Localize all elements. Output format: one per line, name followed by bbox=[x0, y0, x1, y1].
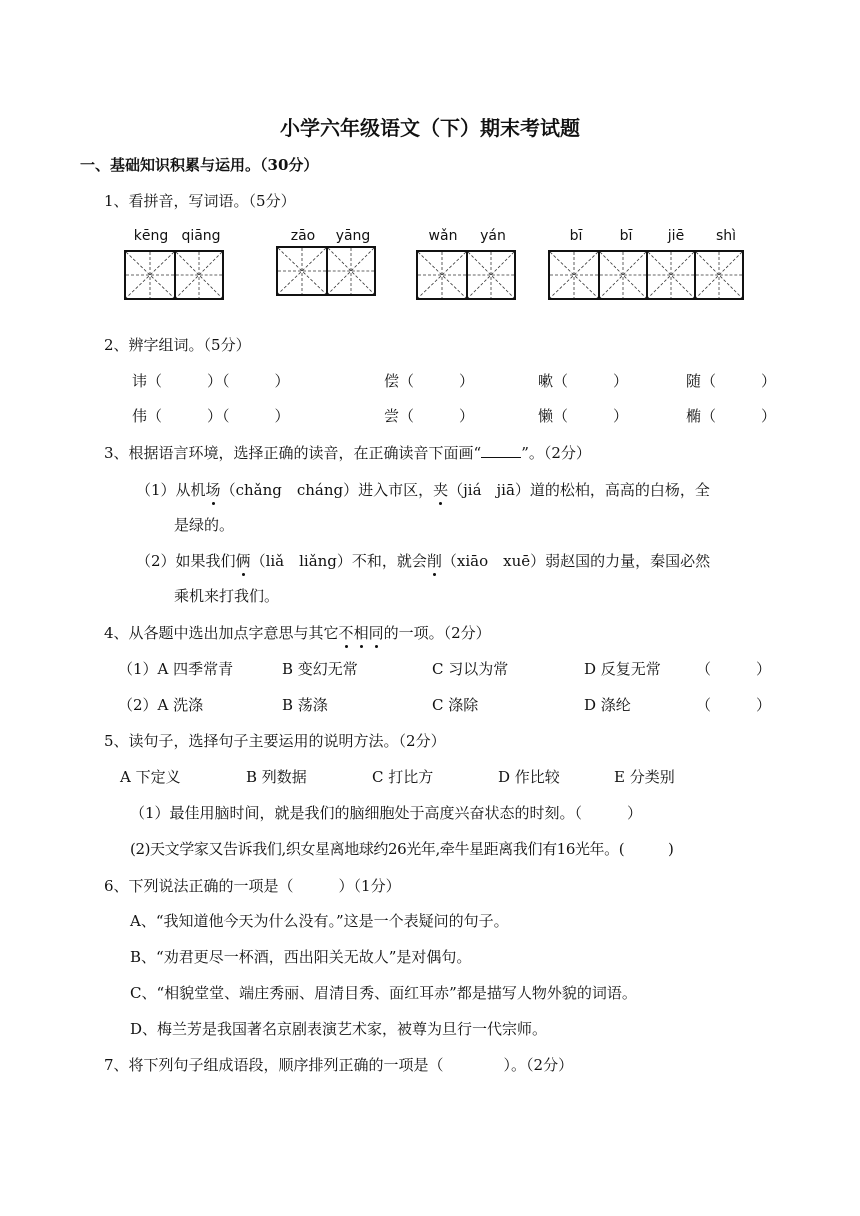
q1-pinyin-group-1 bbox=[124, 228, 228, 244]
q4-row1-option-b: B 变幻无常 bbox=[282, 660, 358, 678]
grid-cell[interactable] bbox=[174, 252, 222, 298]
text: （jiá jiā）道的松柏，高高的白杨，全 bbox=[448, 481, 710, 499]
pinyin: shì bbox=[715, 228, 737, 244]
q2-row1-item3: 嗽（ ） bbox=[538, 372, 629, 390]
q1-label: 1、看拼音，写词语。（5分） bbox=[104, 192, 296, 210]
grid-cell[interactable] bbox=[550, 252, 598, 298]
grid-cell[interactable] bbox=[646, 252, 694, 298]
pinyin: bī bbox=[619, 228, 633, 244]
pinyin: bī bbox=[569, 228, 583, 244]
pinyin: kēng bbox=[133, 228, 169, 244]
q3-sentence-2 bbox=[136, 550, 710, 571]
q3-label bbox=[104, 442, 591, 463]
q5-option-d: D 作比较 bbox=[498, 768, 560, 786]
dotted-char: 不 bbox=[338, 624, 354, 642]
section-1-heading: 一、基础知识积累与运用。（30分） bbox=[80, 156, 319, 174]
q1-writing-grid-1[interactable] bbox=[124, 250, 224, 300]
text: 的一项。（2分） bbox=[383, 624, 491, 642]
grid-guide-lines bbox=[600, 252, 646, 298]
text: （chǎng cháng）进入市区， bbox=[220, 481, 434, 499]
q2-row2-item4: 椭（ ） bbox=[686, 407, 777, 425]
q4-row1-option-d: D 反复无常 bbox=[584, 660, 661, 678]
grid-guide-lines bbox=[648, 252, 694, 298]
q4-row2-option-d: D 涤纶 bbox=[584, 696, 631, 714]
q5-label: 5、读句子，选择句子主要运用的说明方法。（2分） bbox=[104, 732, 446, 750]
grid-cell[interactable] bbox=[278, 248, 326, 294]
q2-row2-item3: 懒（ ） bbox=[538, 407, 629, 425]
dotted-char: 夹 bbox=[433, 481, 449, 499]
q6-label: 6、下列说法正确的一项是（ ）（1分） bbox=[104, 877, 401, 895]
grid-guide-lines bbox=[550, 252, 598, 298]
q6-option-b: B、“劝君更尽一杯酒，西出阳关无故人”是对偶句。 bbox=[130, 948, 472, 966]
text: （xiāo xuē）弱赵国的力量，秦国必然 bbox=[441, 552, 711, 570]
grid-cell[interactable] bbox=[326, 248, 374, 294]
q2-row1-item4: 随（ ） bbox=[686, 372, 777, 390]
q5-option-e: E 分类别 bbox=[614, 768, 675, 786]
dotted-char: 同 bbox=[368, 624, 384, 642]
text: （liǎ liǎng）不和，就会 bbox=[250, 552, 427, 570]
q3-sentence-1 bbox=[136, 479, 710, 500]
q4-row2-answer-blank[interactable]: （ ） bbox=[696, 696, 772, 714]
pinyin: qiāng bbox=[181, 228, 221, 244]
dotted-char: 相 bbox=[353, 624, 369, 642]
grid-guide-lines bbox=[328, 248, 374, 294]
q3-sentence-1-cont: 是绿的。 bbox=[174, 516, 235, 534]
pinyin: jiē bbox=[667, 228, 685, 244]
q2-label: 2、辨字组词。（5分） bbox=[104, 336, 251, 354]
grid-guide-lines bbox=[278, 248, 326, 294]
q6-option-a: A、“我知道他今天为什么没有。”这是一个表疑问的句子。 bbox=[130, 912, 509, 930]
dotted-char: 场 bbox=[205, 481, 221, 499]
q6-option-d: D、梅兰芳是我国著名京剧表演艺术家，被尊为旦行一代宗师。 bbox=[130, 1020, 548, 1038]
pinyin: zāo bbox=[290, 228, 316, 244]
q3-sentence-2-cont: 乘机来打我们。 bbox=[174, 587, 280, 605]
q4-row2-option-b: B 荡涤 bbox=[282, 696, 328, 714]
q4-row2-option-a: （2）A 洗涤 bbox=[118, 696, 204, 714]
grid-guide-lines bbox=[176, 252, 222, 298]
q1-pinyin-group-3 bbox=[416, 228, 520, 244]
q7-label: 7、将下列句子组成语段，顺序排列正确的一项是（ ）。（2分） bbox=[104, 1056, 574, 1074]
text: 4、从各题中选出加点字意思与其它 bbox=[104, 624, 339, 642]
grid-cell[interactable] bbox=[126, 252, 174, 298]
grid-cell[interactable] bbox=[598, 252, 646, 298]
grid-guide-lines bbox=[468, 252, 514, 298]
q2-row2-item2: 尝（ ） bbox=[384, 407, 475, 425]
q4-row2-option-c: C 涤除 bbox=[432, 696, 479, 714]
pinyin: wǎn bbox=[428, 228, 458, 244]
grid-guide-lines bbox=[126, 252, 174, 298]
q5-sentence-1: （1）最佳用脑时间，就是我们的脑细胞处于高度兴奋状态的时刻。（ ） bbox=[130, 804, 643, 822]
q4-label bbox=[104, 622, 491, 643]
q1-writing-grid-3[interactable] bbox=[416, 250, 516, 300]
underline-mark bbox=[481, 445, 521, 458]
text: （1）从机 bbox=[136, 481, 206, 499]
page-title: 小学六年级语文（下）期末考试题 bbox=[280, 116, 580, 140]
q2-row1-item2: 偿（ ） bbox=[384, 372, 475, 390]
grid-cell[interactable] bbox=[694, 252, 742, 298]
q5-sentence-2: (2)天文学家又告诉我们,织女星离地球约26光年,牵牛星距离我们有16光年。( ) bbox=[130, 840, 674, 858]
q1-pinyin-group-2 bbox=[276, 228, 380, 244]
q2-row2-item1: 伟（ ）（ ） bbox=[132, 407, 290, 425]
q1-writing-grid-4[interactable] bbox=[548, 250, 744, 300]
grid-guide-lines bbox=[696, 252, 742, 298]
q6-option-c: C、“相貌堂堂、端庄秀丽、眉清目秀、面红耳赤”都是描写人物外貌的词语。 bbox=[130, 984, 637, 1002]
q5-option-a: A 下定义 bbox=[120, 768, 181, 786]
dotted-char: 削 bbox=[426, 552, 442, 570]
grid-cell[interactable] bbox=[418, 252, 466, 298]
q2-row1-item1: 讳（ ）（ ） bbox=[132, 372, 290, 390]
pinyin: yán bbox=[480, 228, 506, 244]
grid-guide-lines bbox=[418, 252, 466, 298]
q1-writing-grid-2[interactable] bbox=[276, 246, 376, 296]
q4-row1-answer-blank[interactable]: （ ） bbox=[696, 660, 772, 678]
q5-option-b: B 列数据 bbox=[246, 768, 307, 786]
q3-label-text: 3、根据语言环境，选择正确的读音，在正确读音下面画“ bbox=[104, 444, 482, 462]
q3-label-text: ”。（2分） bbox=[521, 444, 591, 462]
grid-cell[interactable] bbox=[466, 252, 514, 298]
q4-row1-option-c: C 习以为常 bbox=[432, 660, 509, 678]
q5-option-c: C 打比方 bbox=[372, 768, 434, 786]
dotted-char: 俩 bbox=[235, 552, 251, 570]
q1-pinyin-group-4 bbox=[548, 228, 754, 244]
pinyin: yāng bbox=[335, 228, 371, 244]
text: （2）如果我们 bbox=[136, 552, 236, 570]
q4-row1-option-a: （1）A 四季常青 bbox=[118, 660, 234, 678]
